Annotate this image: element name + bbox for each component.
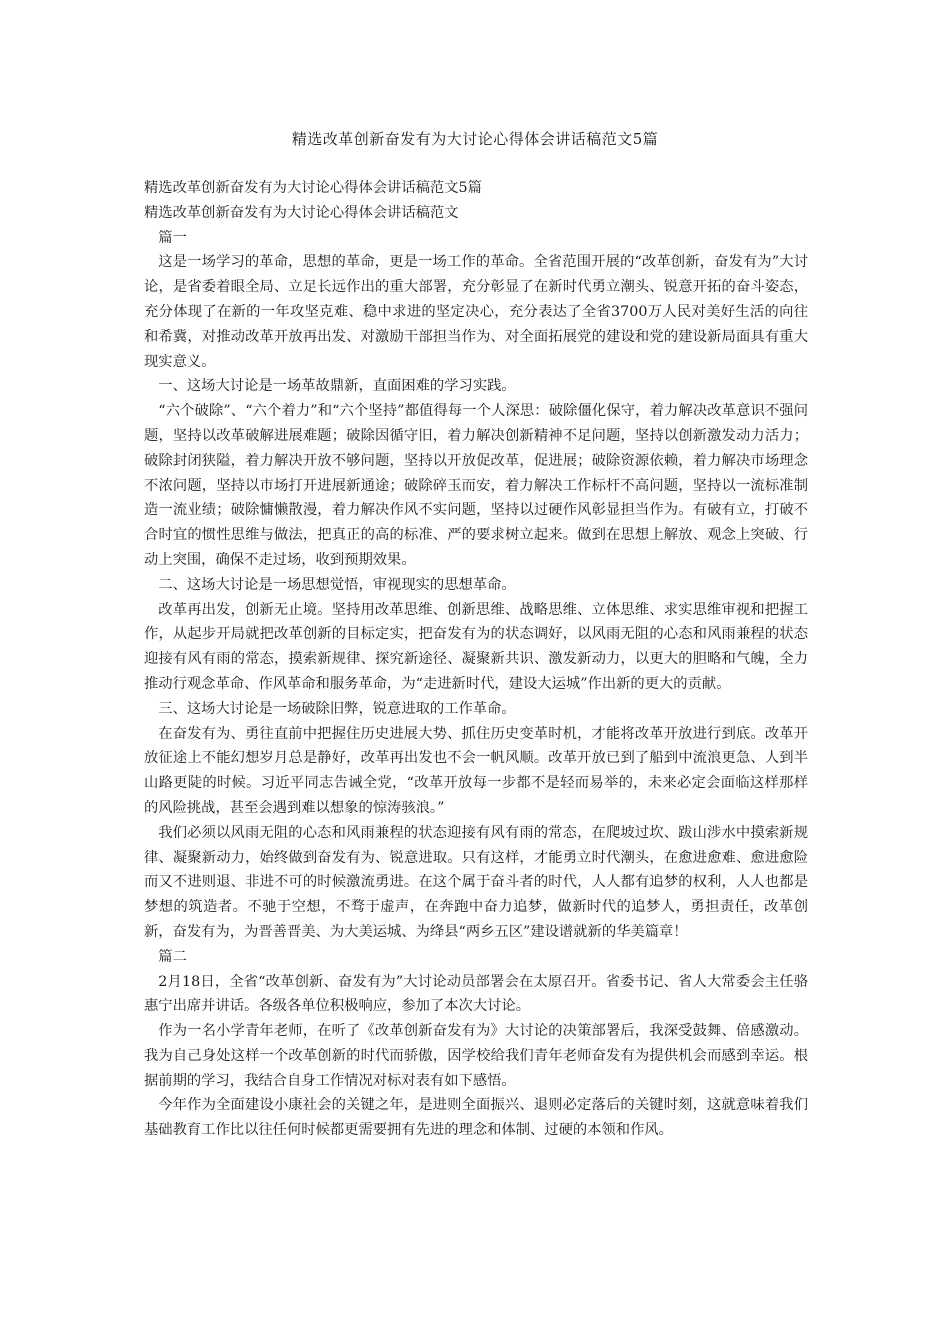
point-heading: 一、这场大讨论是一场革故鼎新，直面困难的学习实践。 — [158, 378, 516, 395]
paragraph: 今年作为全面建设小康社会的关键之年，是进则全面振兴、退则必定落后的关键时刻，这就意味着我们基础教育工作比以往任何时候都更需要拥有先进的理念和体制、过硬的本领和作风。 — [144, 1097, 808, 1139]
paragraph: 改革再出发，创新无止境。坚持用改革思维、创新思维、战略思维、立体思维、求实思维审视和把握工作，从起步开局就把改革创新的目标定实，把奋发有为的状态调好，以风雨无阻的心态和风雨兼程的状态迎接有风有雨的常态，摸索新规律、探究新途径、凝聚新共识、激发新动力，以更大的胆略和气魄，全力推动行观念革命、作风革命和服务革命，为“走进新时代，建设大运城”作出新的更大的贡献。 — [144, 601, 808, 692]
point-heading: 三、这场大讨论是一场破除旧弊，锐意进取的工作革命。 — [158, 700, 516, 717]
paragraph: 2月18日，全省“改革创新、奋发有为”大讨论动员部署会在太原召开。省委书记、省人大常委会主任骆惠宁出席并讲话。各级各单位积极响应，参加了本次大讨论。 — [144, 973, 808, 1015]
heading-line: 精选改革创新奋发有为大讨论心得体会讲话稿范文5篇 — [144, 180, 482, 196]
paragraph: 在奋发有为、勇往直前中把握住历史进展大势、抓住历史变革时机，才能将改革开放进行到底。改革开放征途上不能幻想岁月总是静好，改革再出发也不会一帆风顺。改革开放已到了船到中流浪更急、人到半山路更陡的时候。习近平同志告诫全党，“改革开放每一步都不是轻而易举的，未来必定会面临这样那样的风险挑战，甚至会遇到难以想象的惊涛骇浪。” — [144, 725, 808, 816]
paragraph: 作为一名小学青年老师，在听了《改革创新奋发有为》大讨论的决策部署后，我深受鼓舞、倍感激动。我为自己身处这样一个改革创新的时代而骄傲，因学校给我们青年老师奋发有为提供机会而感到幸运。根据前期的学习，我结合自身工作情况对标对表有如下感悟。 — [144, 1023, 808, 1089]
section-label: 篇二 — [158, 948, 187, 965]
paragraph: 我们必须以风雨无阻的心态和风雨兼程的状态迎接有风有雨的常态，在爬坡过坎、跋山涉水中摸索新规律、凝聚新动力，始终做到奋发有为、锐意进取。只有这样，才能勇立时代潮头，在愈进愈难、愈进愈险而又不进则退、非进不可的时候激流勇进。在这个属于奋斗者的时代，人人都有追梦的权利，人人也都是梦想的筑造者。不驰于空想，不骛于虚声，在奔跑中奋力追梦，做新时代的追梦人，勇担责任，改革创新，奋发有为，为晋善晋美、为大美运城、为绛县“两乡五区”建设谱就新的华美篇章！ — [144, 824, 808, 940]
point-heading: 二、这场大讨论是一场思想觉悟，审视现实的思想革命。 — [158, 576, 516, 593]
paragraph: “六个破除”、“六个着力”和“六个坚持”都值得每一个人深思：破除僵化保守，着力解决改革意识不强问题，坚持以改革破解进展难题；破除因循守旧，着力解决创新精神不足问题，坚持以创新激发动力活力；破除封闭狭隘，着力解决开放不够问题，坚持以开放促改革，促进展；破除资源依赖，着力解决市场理念不浓问题，坚持以市场打开进展新通途；破除碎玉而安，着力解决工作标杆不高问题，坚持以一流标准制造一流业绩；破除慵懒散漫，着力解决作风不实问题，坚持以过硬作风彰显担当作为。有破有立，打破不合时宜的惯性思维与做法，把真正的高的标准、严的要求树立起来。做到在思想上解放、观念上突破、行动上突围，确保不走过场，收到预期效果。 — [144, 403, 808, 568]
document-body — [144, 176, 808, 1143]
paragraph: 这是一场学习的革命，思想的革命，更是一场工作的革命。全省范围开展的“改革创新，奋发有为”大讨论，是省委着眼全局、立足长远作出的重大部署，充分彰显了在新时代勇立潮头、锐意开拓的奋斗姿态，充分体现了在新的一年攻坚克难、稳中求进的坚定决心，充分表达了全省3700万人民对美好生活的向往和希冀，对推动改革开放再出发、对激励干部担当作为、对全面拓展党的建设和党的建设新局面具有重大现实意义。 — [144, 254, 808, 370]
subheading-line: 精选改革创新奋发有为大讨论心得体会讲话稿范文 — [144, 204, 459, 221]
section-label: 篇一 — [158, 229, 187, 246]
document-title: 精选改革创新奋发有为大讨论心得体会讲话稿范文5篇 — [291, 130, 659, 148]
